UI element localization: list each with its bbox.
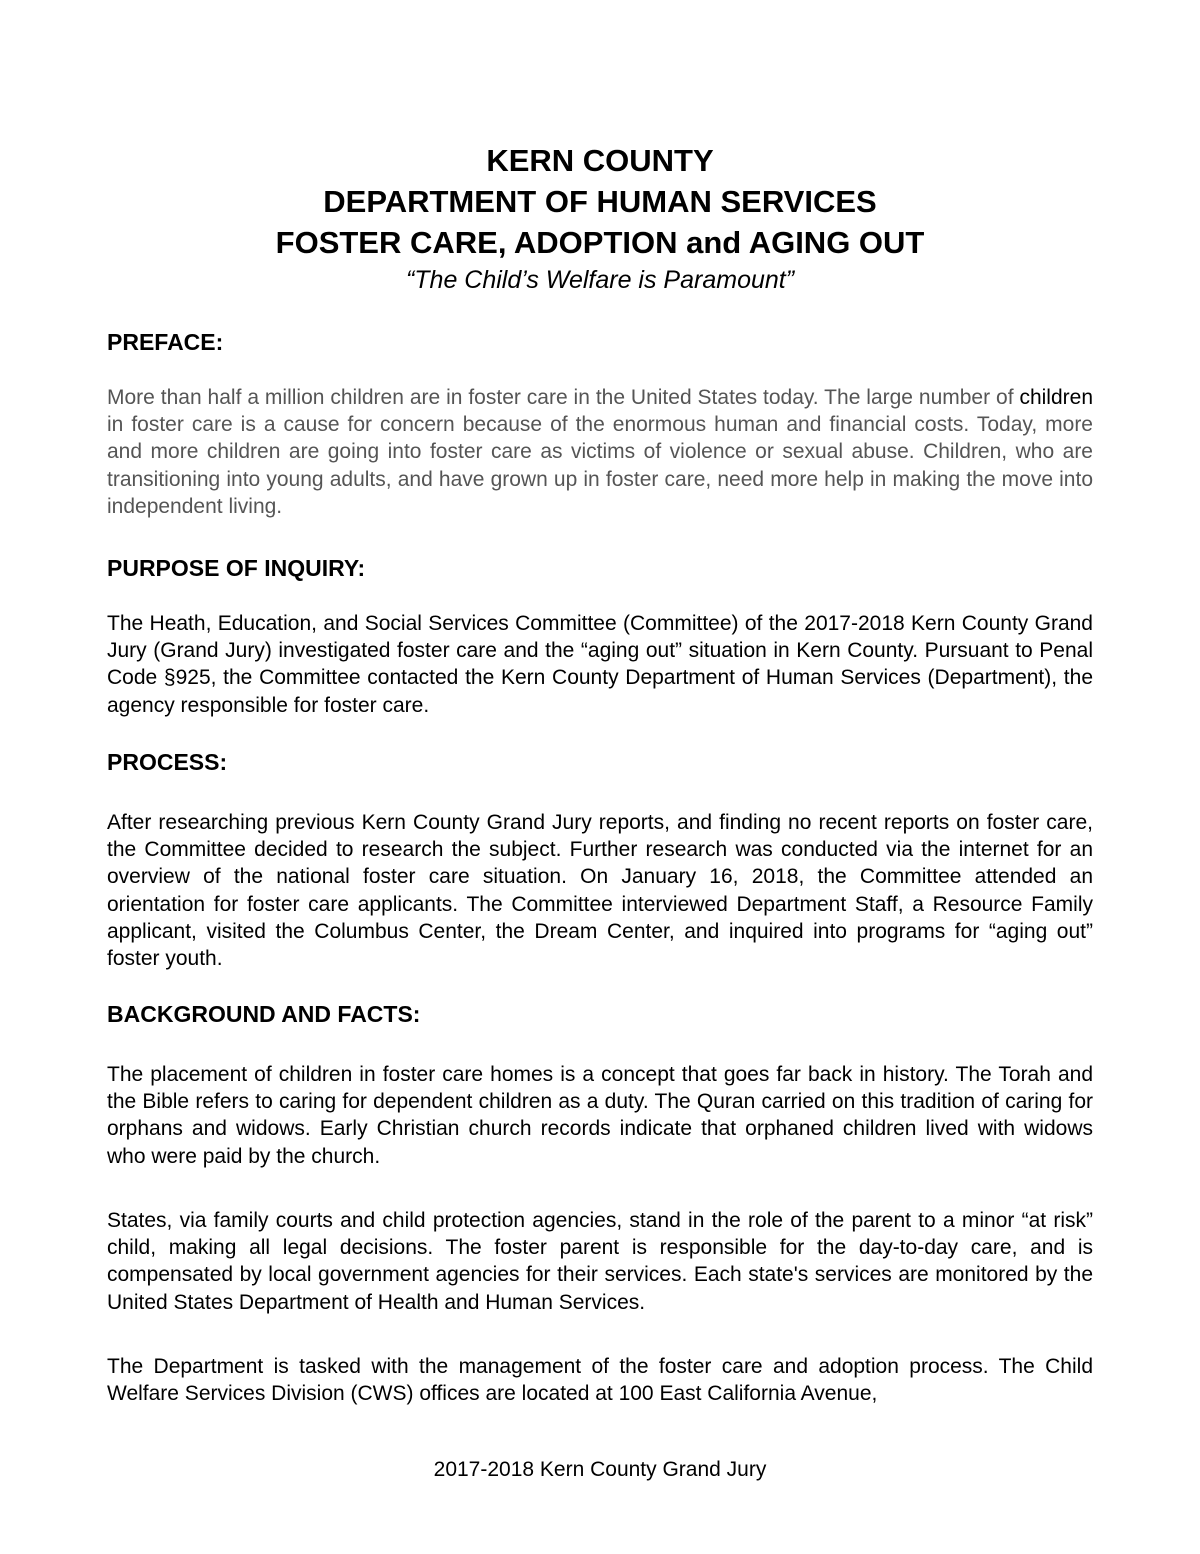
preface-heading: PREFACE: — [107, 329, 224, 355]
title-line-3: FOSTER CARE, ADOPTION and AGING OUT — [275, 225, 925, 260]
background-paragraph-1: The placement of children in foster care homes is a concept that goes far back in history. The Torah and the Bible refers to caring for dependent children as a duty. The Quran carried on this tradition of caring for orphans and widows. Early Christian church records indicate that orphaned children lived with widows who were paid by the church. — [107, 1063, 1093, 1168]
title-block — [0, 140, 1200, 297]
preface-text-highlight: children — [1019, 386, 1093, 409]
subtitle: “The Child’s Welfare is Paramount” — [405, 266, 795, 294]
background-paragraph-3: The Department is tasked with the management of the foster care and adoption process. The Child Welfare Services Division (CWS) offices are located at 100 East California Avenue, — [107, 1355, 1093, 1406]
title-line-1: KERN COUNTY — [486, 143, 714, 178]
preface-text-after: in foster care is a cause for concern because of the enormous human and financial costs. Today, more and more children are going into foster care as victims of violence or sexual abuse. Children, who are transitioning into young adults, and have grown up in foster care, need more help in making the move into independent living. — [107, 413, 1093, 518]
process-paragraph: After researching previous Kern County Grand Jury reports, and finding no recent reports on foster care, the Committee decided to research the subject. Further research was conducted via the internet for an overview of the national foster care situation. On January 16, 2018, the Committee attended an orientation for foster care applicants. The Committee interviewed Department Staff, a Resource Family applicant, visited the Columbus Center, the Dream Center, and inquired into programs for “aging out” foster youth. — [107, 811, 1093, 971]
background-paragraph-2: States, via family courts and child protection agencies, stand in the role of the parent to a minor “at risk” child, making all legal decisions. The foster parent is responsible for the day-to-day care, and is compensated by local government agencies for their services. Each state's services are monitored by the United States Department of Health and Human Services. — [107, 1209, 1093, 1314]
process-heading: PROCESS: — [107, 749, 228, 775]
purpose-paragraph: The Heath, Education, and Social Services Committee (Committee) of the 2017-2018 Kern County Grand Jury (Grand Jury) investigated foster care and the “aging out” situation in Kern County. Pursuant to Penal Code §925, the Committee contacted the Kern County Department of Human Services (Department), the agency responsible for foster care. — [107, 612, 1093, 717]
background-heading: BACKGROUND AND FACTS: — [107, 1001, 421, 1027]
purpose-heading: PURPOSE OF INQUIRY: — [107, 555, 366, 581]
page-footer: 2017-2018 Kern County Grand Jury — [433, 1458, 767, 1481]
preface-text-before: More than half a million children are in foster care in the United States today. The large number of — [107, 386, 1020, 409]
preface-paragraph — [107, 384, 1093, 520]
title-line-2: DEPARTMENT OF HUMAN SERVICES — [323, 184, 877, 219]
